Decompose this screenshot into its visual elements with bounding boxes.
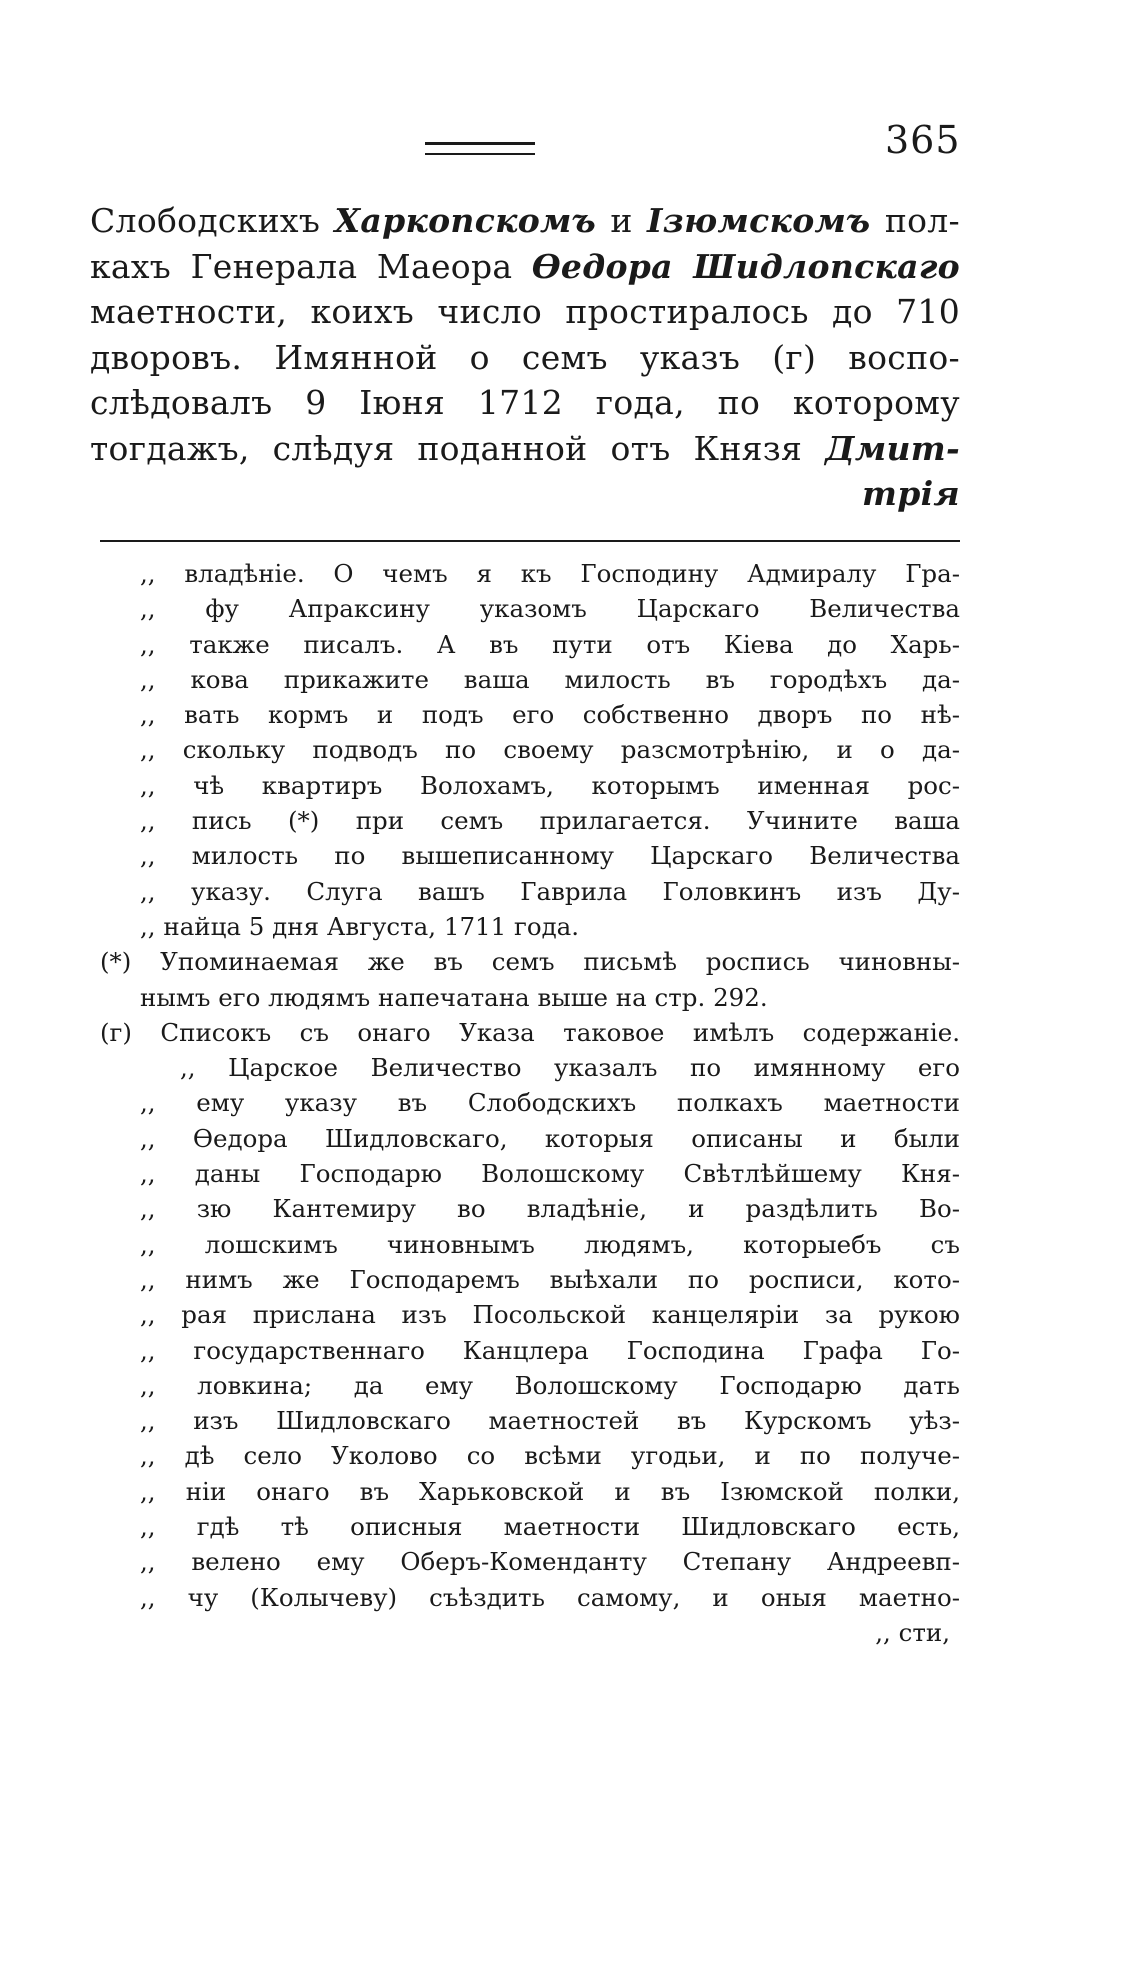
note-line: ,, скольку подводъ по своему разсмотрѣнію, и о да- xyxy=(140,735,960,765)
note-line: ,, пись (*) при семъ прилагается. Учините ваша xyxy=(140,806,960,836)
note-line: ,, изъ Шидловскаго маетностей въ Курскомъ уѣз- xyxy=(140,1406,960,1436)
main-line: кахъ Генерала Маеора Ѳедора Шидлопскаго xyxy=(90,246,960,286)
note-catchword: ,, сти, xyxy=(875,1617,950,1647)
note-line: ,, нимъ же Господаремъ выѣхали по росписи, кото- xyxy=(140,1264,960,1294)
header-rule xyxy=(425,142,535,155)
note-line: ,, указу. Слуга вашъ Гаврила Головкинъ изъ Ду- xyxy=(140,876,960,906)
main-line: маетности, коихъ число простиралось до 710 xyxy=(90,292,960,331)
main-line: тогдажъ, слѣдуя поданной отъ Князя Дмит- xyxy=(90,428,960,468)
main-line-catchword: трія xyxy=(862,474,960,513)
note-line: ,, Ѳедора Шидловскаго, которыя описаны и были xyxy=(140,1123,960,1153)
note-line: ,, дѣ село Уколово со всѣми угодьи, и по получе- xyxy=(140,1441,960,1471)
note-line: ,, чѣ квартиръ Волохамъ, которымъ именная рос- xyxy=(140,770,960,800)
footnote-rule xyxy=(100,540,960,542)
note-line: ,, ловкина; да ему Волошскому Господарю дать xyxy=(140,1370,960,1400)
note-line: ,, лошскимъ чиновнымъ людямъ, которыебъ съ xyxy=(140,1229,960,1259)
note-line: ,, зю Кантемиру во владѣніе, и раздѣлить Во- xyxy=(140,1194,960,1224)
note-line: ,, милость по вышеписанному Царскаго Величества xyxy=(140,841,960,871)
note-line: ,, даны Господарю Волошскому Свѣтлѣйшему Кня- xyxy=(140,1159,960,1189)
footnote-star-cont: нымъ его людямъ напечатана выше на стр. 292. xyxy=(140,982,768,1012)
main-line: Слободскихъ Харкопскомъ и Ізюмскомъ пол- xyxy=(90,201,961,240)
note-line: ,, вать кормъ и подъ его собственно дворъ по нѣ- xyxy=(140,700,960,730)
note-line: ,, ему указу въ Слободскихъ полкахъ маетности xyxy=(140,1088,960,1118)
footnote-g: (г) Списокъ съ онаго Указа таковое имѣлъ содержаніе. xyxy=(100,1017,960,1047)
main-line: слѣдовалъ 9 Іюня 1712 года, по которому xyxy=(90,383,960,422)
note-line: ,, гдѣ тѣ описныя маетности Шидловскаго есть, xyxy=(140,1512,960,1542)
note-line: ,, чу (Колычеву) съѣздить самому, и оныя маетно- xyxy=(140,1582,960,1612)
note-line: ,, рая прислана изъ Посольской канцеляріи за рукою xyxy=(140,1300,960,1330)
footnote-star: (*) Упоминаемая же въ семъ письмѣ роспись чиновны- xyxy=(100,947,960,977)
note-line: ,, фу Апраксину указомъ Царскаго Величества xyxy=(140,594,960,624)
main-line: дворовъ. Имянной о семъ указъ (г) воспо- xyxy=(90,337,960,377)
note-line: ,, государственнаго Канцлера Господина Графа Го- xyxy=(140,1335,960,1365)
note-line: ,, Царское Величество указалъ по имянному его xyxy=(180,1053,960,1083)
page-number: 365 xyxy=(885,118,961,162)
footnotes xyxy=(100,556,960,1650)
note-line: ,, найца 5 дня Августа, 1711 года. xyxy=(140,911,580,941)
note-line: ,, также писалъ. А въ пути отъ Кіева до Харь- xyxy=(140,629,960,659)
note-line: ,, владѣніе. О чемъ я къ Господину Адмиралу Гра- xyxy=(140,559,960,588)
main-text xyxy=(90,198,960,517)
note-line: ,, ніи онаго въ Харьковской и въ Ізюмской полки, xyxy=(140,1476,960,1506)
note-line: ,, велено ему Оберъ-Коменданту Степану Андреевп- xyxy=(140,1547,960,1577)
note-line: ,, кова прикажите ваша милость въ городѣхъ да- xyxy=(140,664,960,694)
